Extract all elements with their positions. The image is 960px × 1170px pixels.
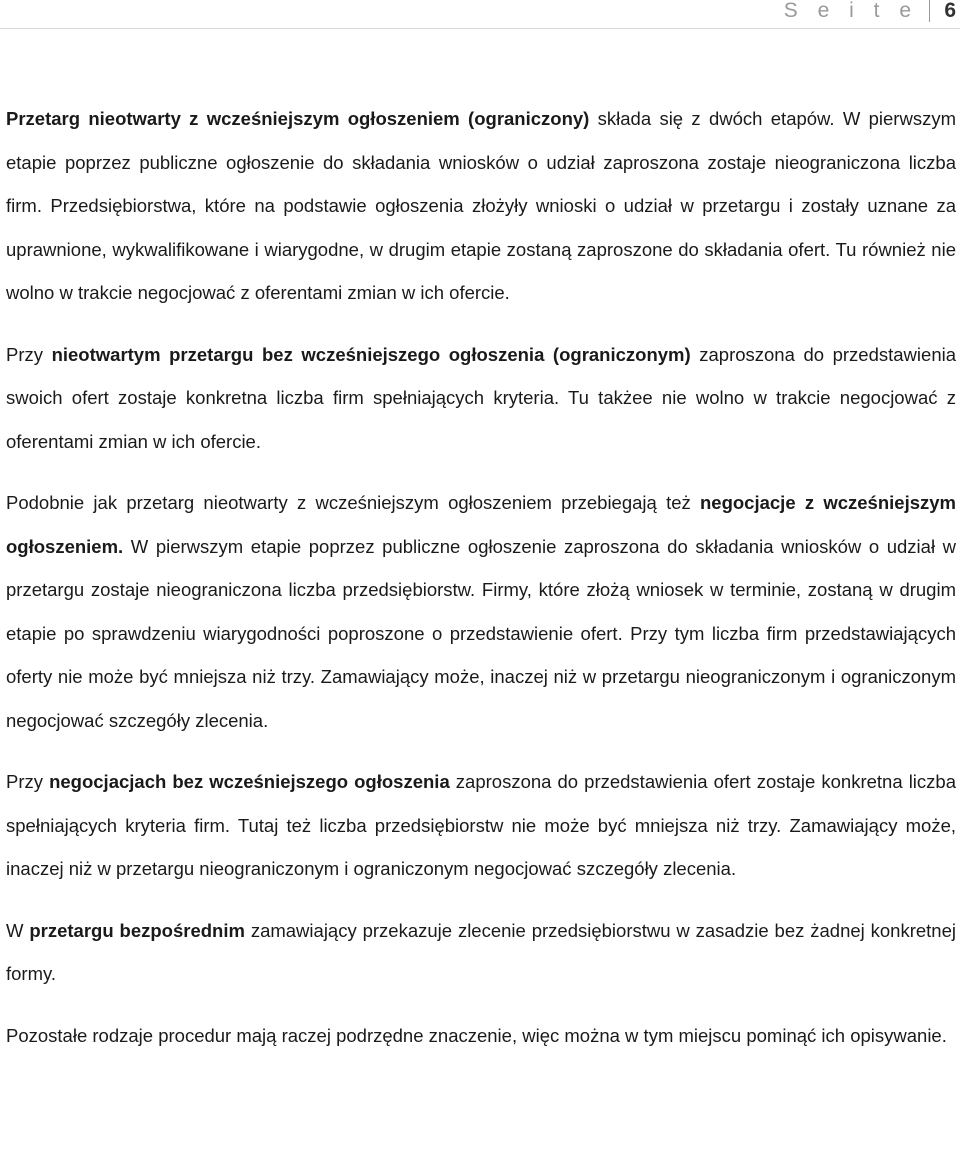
term-negotiation-with-notice: negocjacje z wcześniejszym ogłoszeniem. xyxy=(6,492,956,557)
paragraph-5-lead: W xyxy=(6,919,30,941)
header-divider xyxy=(929,0,930,22)
term-restricted-without-notice: nieotwartym przetargu bez wcześniejszego ogłoszenia (ograniczonym) xyxy=(51,343,691,365)
document-body xyxy=(6,97,956,1075)
page-number: 6 xyxy=(944,0,956,22)
term-open-tender-with-notice: Przetarg nieotwarty z wcześniejszym ogłoszeniem (ograniczony) xyxy=(6,108,590,129)
paragraph-2-lead: Przy xyxy=(6,343,52,365)
paragraph-2-text: zaproszona do przedstawienia swoich ofert zostaje konkretna liczba firm spełniających kryteria. Tu takżee nie wolno w trakcie negocjować z oferentami zmian w ich ofercie. xyxy=(6,343,957,452)
paragraph-1 xyxy=(6,97,956,315)
paragraph-2 xyxy=(6,333,956,464)
paragraph-1-text: składa się z dwóch etapów. W pierwszym etapie poprzez publiczne ogłoszenie do składania wniosków o udział zaproszona zostaje nieograniczona liczba firm. Przedsiębiorstwa, które na podstawie ogłoszenia złożyły wnioski o udział w przetargu i zostały uznane za uprawnione, wykwalifikowane i wiarygodne, w drugim etapie zostaną zaproszone do składania ofert. Tu również nie wolno w trakcie negocjować z oferentami zmian w ich ofercie. xyxy=(6,108,956,303)
paragraph-3 xyxy=(6,481,956,742)
paragraph-6-text: Pozostałe rodzaje procedur mają raczej podrzędne znaczenie, więc można w tym miejscu pominąć ich opisywanie. xyxy=(6,1024,947,1046)
term-direct-tender: przetargu bezpośrednim xyxy=(29,919,245,941)
paragraph-6 xyxy=(6,1014,956,1058)
term-negotiation-without-notice: negocjacjach bez wcześniejszego ogłoszenia xyxy=(49,771,450,792)
page-header xyxy=(0,0,960,29)
paragraph-4 xyxy=(6,760,956,891)
paragraph-3-lead: Podobnie jak przetarg nieotwarty z wcześniejszym ogłoszeniem przebiegają też xyxy=(6,492,700,513)
paragraph-3-text: W pierwszym etapie poprzez publiczne ogłoszenie zaproszona do składania wniosków o udział w przetargu zostaje nieograniczona liczba przedsiębiorstw. Firmy, które złożą wniosek w terminie, zostaną w drugim etapie po sprawdzeniu wiarygodności poproszone o przedstawienie ofert. Przy tym liczba firm przedstawiających oferty nie może być mniejsza niż trzy. Zamawiający może, inaczej niż w przetargu nieograniczonym i ograniczonym negocjować szczegóły zlecenia. xyxy=(6,535,956,731)
page-label: S e i t e xyxy=(783,0,918,22)
paragraph-5 xyxy=(6,909,956,996)
paragraph-4-lead: Przy xyxy=(6,771,50,792)
paragraph-5-text: zamawiający przekazuje zlecenie przedsiębiorstwu w zasadzie bez żadnej konkretnej formy. xyxy=(6,919,956,984)
paragraph-4-text: zaproszona do przedstawienia ofert zostaje konkretna liczba spełniających kryteria firm. Tutaj też liczba przedsiębiorstw nie może być mniejsza niż trzy. Zamawiający może, inaczej niż w przetargu nieograniczonym i ograniczonym negocjować szczegóły zlecenia. xyxy=(6,771,956,879)
